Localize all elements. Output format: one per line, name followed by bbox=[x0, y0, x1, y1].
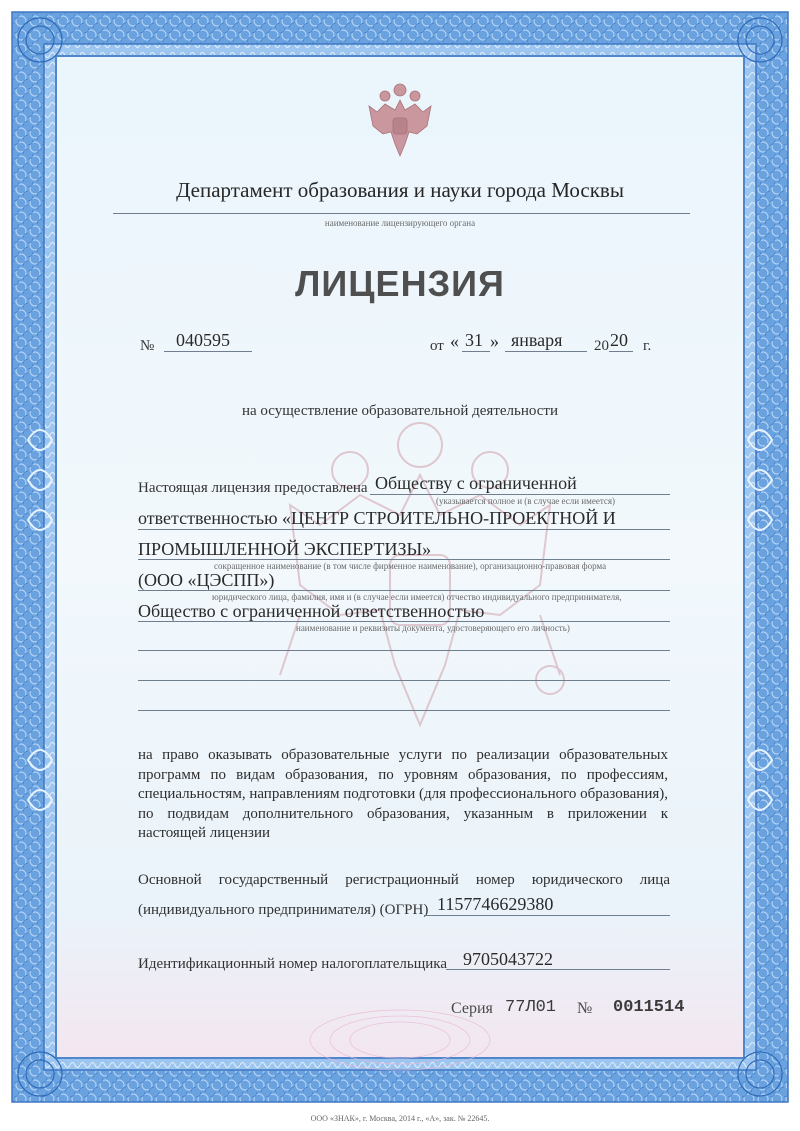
date-prefix: от bbox=[430, 338, 444, 354]
series-number: 0011514 bbox=[613, 998, 685, 1017]
license-number-underline bbox=[164, 351, 252, 352]
licensee-caption-5: наименование и реквизиты документа, удостоверяющего его личность) bbox=[296, 623, 570, 633]
licensee-underline-5 bbox=[138, 621, 670, 622]
date-year-mark: г. bbox=[643, 338, 652, 354]
date-close-quote: » bbox=[490, 331, 499, 351]
document-title: ЛИЦЕНЗИЯ bbox=[295, 263, 505, 304]
date-month-underline bbox=[505, 351, 587, 352]
date-year-underline bbox=[609, 351, 633, 352]
printer-imprint: ООО «ЗНАК», г. Москва, 2014 г., «А», зак. № 22645. bbox=[310, 1114, 490, 1123]
licensee-underline-2 bbox=[138, 529, 670, 530]
licensee-caption-3: сокращенное наименование (в том числе фирменное наименование), организационно-правовая форма bbox=[214, 561, 607, 571]
license-rights-text: на право оказывать образовательные услуги по реализации образовательных программ по видам образования, по уровням образования, по профессиям, специальностям, направлениям подготовки (для профессионального образования), по подвидам дополнительного образования, указанным в приложении к настоящей лицензии bbox=[138, 747, 668, 842]
licensing-authority-name: Департамент образования и науки города Москвы bbox=[176, 178, 624, 202]
inn-underline bbox=[446, 969, 670, 970]
authority-underline bbox=[113, 213, 690, 214]
blank-underline-2 bbox=[138, 680, 670, 681]
coat-of-arms-small-icon bbox=[355, 82, 445, 164]
licensee-intro: Настоящая лицензия предоставлена bbox=[138, 480, 368, 496]
date-day-underline bbox=[462, 351, 490, 352]
series-label: Серия bbox=[451, 1000, 493, 1017]
licensee-line-1: Обществу с ограниченной bbox=[375, 473, 577, 493]
date-day: 31 bbox=[465, 330, 483, 350]
licensee-line-5: Общество с ограниченной ответственностью bbox=[138, 601, 485, 621]
licensee-underline-3 bbox=[138, 559, 670, 560]
inn-value: 9705043722 bbox=[463, 949, 553, 969]
licensee-line-2: ответственностью «ЦЕНТР СТРОИТЕЛЬНО-ПРОЕКТНОЙ И bbox=[138, 508, 616, 528]
licensee-caption-1: (указывается полное и (в случае если имеется) bbox=[436, 496, 615, 506]
ogrn-label-line-2: (индивидуального предпринимателя) (ОГРН) bbox=[138, 902, 429, 918]
license-number-value: 040595 bbox=[176, 330, 230, 350]
blank-underline-3 bbox=[138, 710, 670, 711]
inn-label: Идентификационный номер налогоплательщика bbox=[138, 956, 448, 972]
date-open-quote: « bbox=[450, 331, 459, 351]
licensee-line-4: (ООО «ЦЭСПП») bbox=[138, 570, 275, 590]
series-value: 77Л01 bbox=[505, 998, 557, 1017]
licensee-caption-4: юридического лица, фамилия, имя и (в случае если имеется) отчество индивидуального предпринимателя, bbox=[212, 592, 622, 602]
licensee-underline-1 bbox=[370, 494, 670, 495]
date-month: января bbox=[511, 330, 563, 350]
date-year-prefix: 20 bbox=[594, 338, 609, 354]
licensee-line-3: ПРОМЫШЛЕННОЙ ЭКСПЕРТИЗЫ» bbox=[138, 539, 432, 559]
license-number-symbol: № bbox=[140, 338, 155, 354]
licensee-underline-4 bbox=[138, 590, 670, 591]
authority-caption: наименование лицензирующего органа bbox=[324, 218, 476, 228]
ogrn-label-line-1: Основной государственный регистрационный номер юридического лица bbox=[138, 872, 670, 888]
ogrn-value: 1157746629380 bbox=[437, 894, 554, 914]
series-number-symbol: № bbox=[577, 1000, 593, 1017]
blank-underline-1 bbox=[138, 650, 670, 651]
coat-of-arms-watermark-icon bbox=[270, 415, 570, 745]
ogrn-underline bbox=[424, 915, 670, 916]
activity-type: на осуществление образовательной деятельности bbox=[241, 403, 559, 419]
date-year-suffix: 20 bbox=[610, 330, 628, 350]
